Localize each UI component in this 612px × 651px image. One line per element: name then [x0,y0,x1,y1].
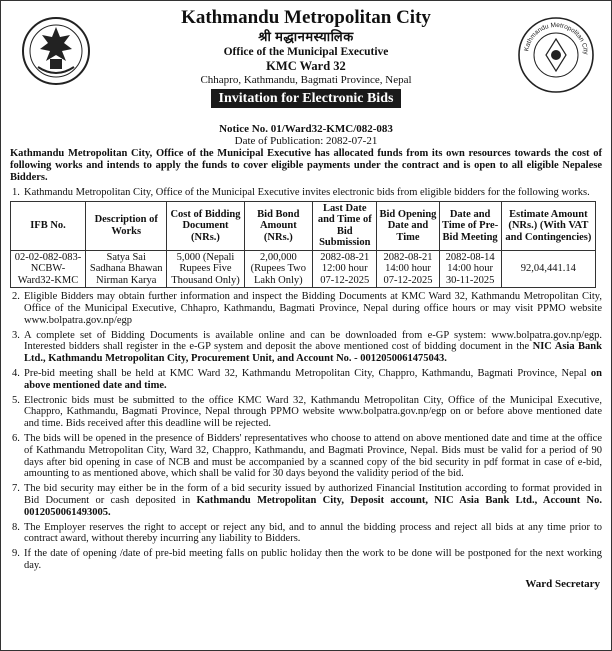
item-number: 9. [12,548,20,560]
table-header-cell: Cost of Bidding Document (NRs.) [167,201,244,250]
item-bold-text: NIC Asia Bank Ltd., Kathmandu Metropolitan City, Procurement Unit, and Account No. - 0012050061475043. [24,341,602,365]
notice-banner: Invitation for Electronic Bids [211,89,402,108]
item-text: Electronic bids must be submitted to the office KMC Ward 32, Kathmandu Metropolitan City, Office of the Municipal Executive, Chappro, Kathmandu, Bagmati Province, Nepal through PPMO website www.bolpatra.gov.np/egp on or before above mentioned date and time. Bids received after this deadline will be rejected. [24,394,602,430]
table-cell: 2082-08-21 14:00 hour 07-12-2025 [377,250,439,288]
item-text: If the date of opening /date of pre-bid meeting falls on public holiday then the work to be done will be postponed for the next working day. [24,548,602,572]
item-number: 2. [12,291,20,303]
item-text: The bids will be opened in the presence of Bidders' representatives who choose to attend on above mentioned date and time at the office of Kathmandu Metropolitan City, Ward 32, Chappro, Kathmandu, and Bagmati Province, Nepal. Bids must be valid for a period of 90 days after bid opening in case of NCB and must be accompanied by a scanned copy of the bid security in pdf format in case of e-bid, amounting to as mentioned above, which shall be valid for 30 days beyond the validity period of the bid. [24,433,602,480]
table-header-row [11,201,596,250]
page-title: Kathmandu Metropolitan City [181,7,431,28]
table-cell: 2082-08-14 14:00 hour 30-11-2025 [439,250,501,288]
notice-header [10,7,602,123]
office-name: Office of the Municipal Executive [223,46,389,58]
item-number: 6. [12,433,20,445]
table-header-cell: Bid Opening Date and Time [377,201,439,250]
bids-table [10,201,596,289]
item-number: 4. [12,368,20,380]
table-cell: 92,04,441.14 [501,250,595,288]
table-header-cell: Bid Bond Amount (NRs.) [244,201,313,250]
table-cell: 2,00,000 (Rupees Two Lakh Only) [244,250,313,288]
seal-text: Kathmandu Metropolitan City [523,21,590,55]
table-row [11,250,596,288]
intro-paragraph: Kathmandu Metropolitan City, Office of the Municipal Executive has allocated funds from its own resources towards the cost of following works and intends to apply the funds to cover eligible payments under the contract and is open to all eligible Nepalese Bidders. [10,148,602,183]
list-item [10,330,602,365]
list-item [10,187,602,199]
table-cell: 5,000 (Nepali Rupees Five Thousand Only) [167,250,244,288]
item-text: The bid security may either be in the form of a bid security issued by authorized Financial Institution according to format provided in Bid Document or cash deposited in [24,483,602,507]
kmc-seal-icon [516,15,596,95]
office-address: Chhapro, Kathmandu, Bagmati Province, Nepal [200,74,412,86]
table-header-cell: Date and Time of Pre-Bid Meeting [439,201,501,250]
table-header-cell: Description of Works [86,201,167,250]
notice-number: Notice No. 01/Ward32-KMC/082-083 [219,123,393,135]
item-number: 7. [12,483,20,495]
table-header-cell: Last Date and Time of Bid Submission [313,201,377,250]
item-number: 5. [12,394,20,406]
table-cell: Satya Sai Sadhana Bhawan Nirman Karya [86,250,167,288]
item-text: Eligible Bidders may obtain further information and inspect the Bidding Documents at KMC Ward 32, Kathmandu Metropolitan City, Office of the Municipal Executive, Chhapro, Kathmandu, Bagmati Province, Nepal during office hours or may visit PPMO website www.bolpatra.gov.np/egp [24,291,602,326]
publication-date: Date of Publication: 2082-07-21 [234,135,378,147]
item-number: 1. [12,187,20,198]
ward-name: KMC Ward 32 [266,59,346,73]
list-item [10,291,602,326]
item-text: Pre-bid meeting shall be held at KMC Ward 32, Kathmandu Metropolitan City, Chappro, Kathmandu, Bagmati Province, Nepal [24,368,591,380]
list-item [10,395,602,430]
list-item [10,368,602,392]
item-text: The Employer reserves the right to accept or reject any bid, and to annul the bidding process and reject all bids at any time prior to contract award, without thereby incurring any liability to Bidders. [24,521,602,545]
item-number: 3. [12,329,20,341]
table-header-cell: IFB No. [11,201,86,250]
item-bold-text: on above mentioned date and time. [24,368,602,391]
table-cell: 02-02-082-083-NCBW-Ward32-KMC [11,250,86,288]
table-cell: 2082-08-21 12:00 hour 07-12-2025 [313,250,377,288]
item-bold-text: Kathmandu Metropolitan City, Deposit account, NIC Asia Bank Ltd., Account No. 0012050061493005. [24,495,602,518]
list-item [10,522,602,546]
item-text: A complete set of Bidding Documents is available online and can be downloaded from e-GP system: www.bolpatra.gov.np/egp. Interested bidders shall register in the e-GP system and deposit the above mentioned cost of bidding document in the [24,329,602,353]
kmc-emblem-icon [20,15,92,87]
item-text: Kathmandu Metropolitan City, Office of the Municipal Executive invites electronic bids from eligible bidders for the following works. [24,187,590,198]
signature: Ward Secretary [525,577,600,590]
list-item [10,548,602,572]
table-header-cell: Estimate Amount (NRs.) (With VAT and Contingencies) [501,201,595,250]
list-item [10,483,602,518]
devanagari-title: श्री मद्धानमस्यालिक [258,29,354,44]
list-item [10,433,602,480]
item-number: 8. [12,521,20,533]
